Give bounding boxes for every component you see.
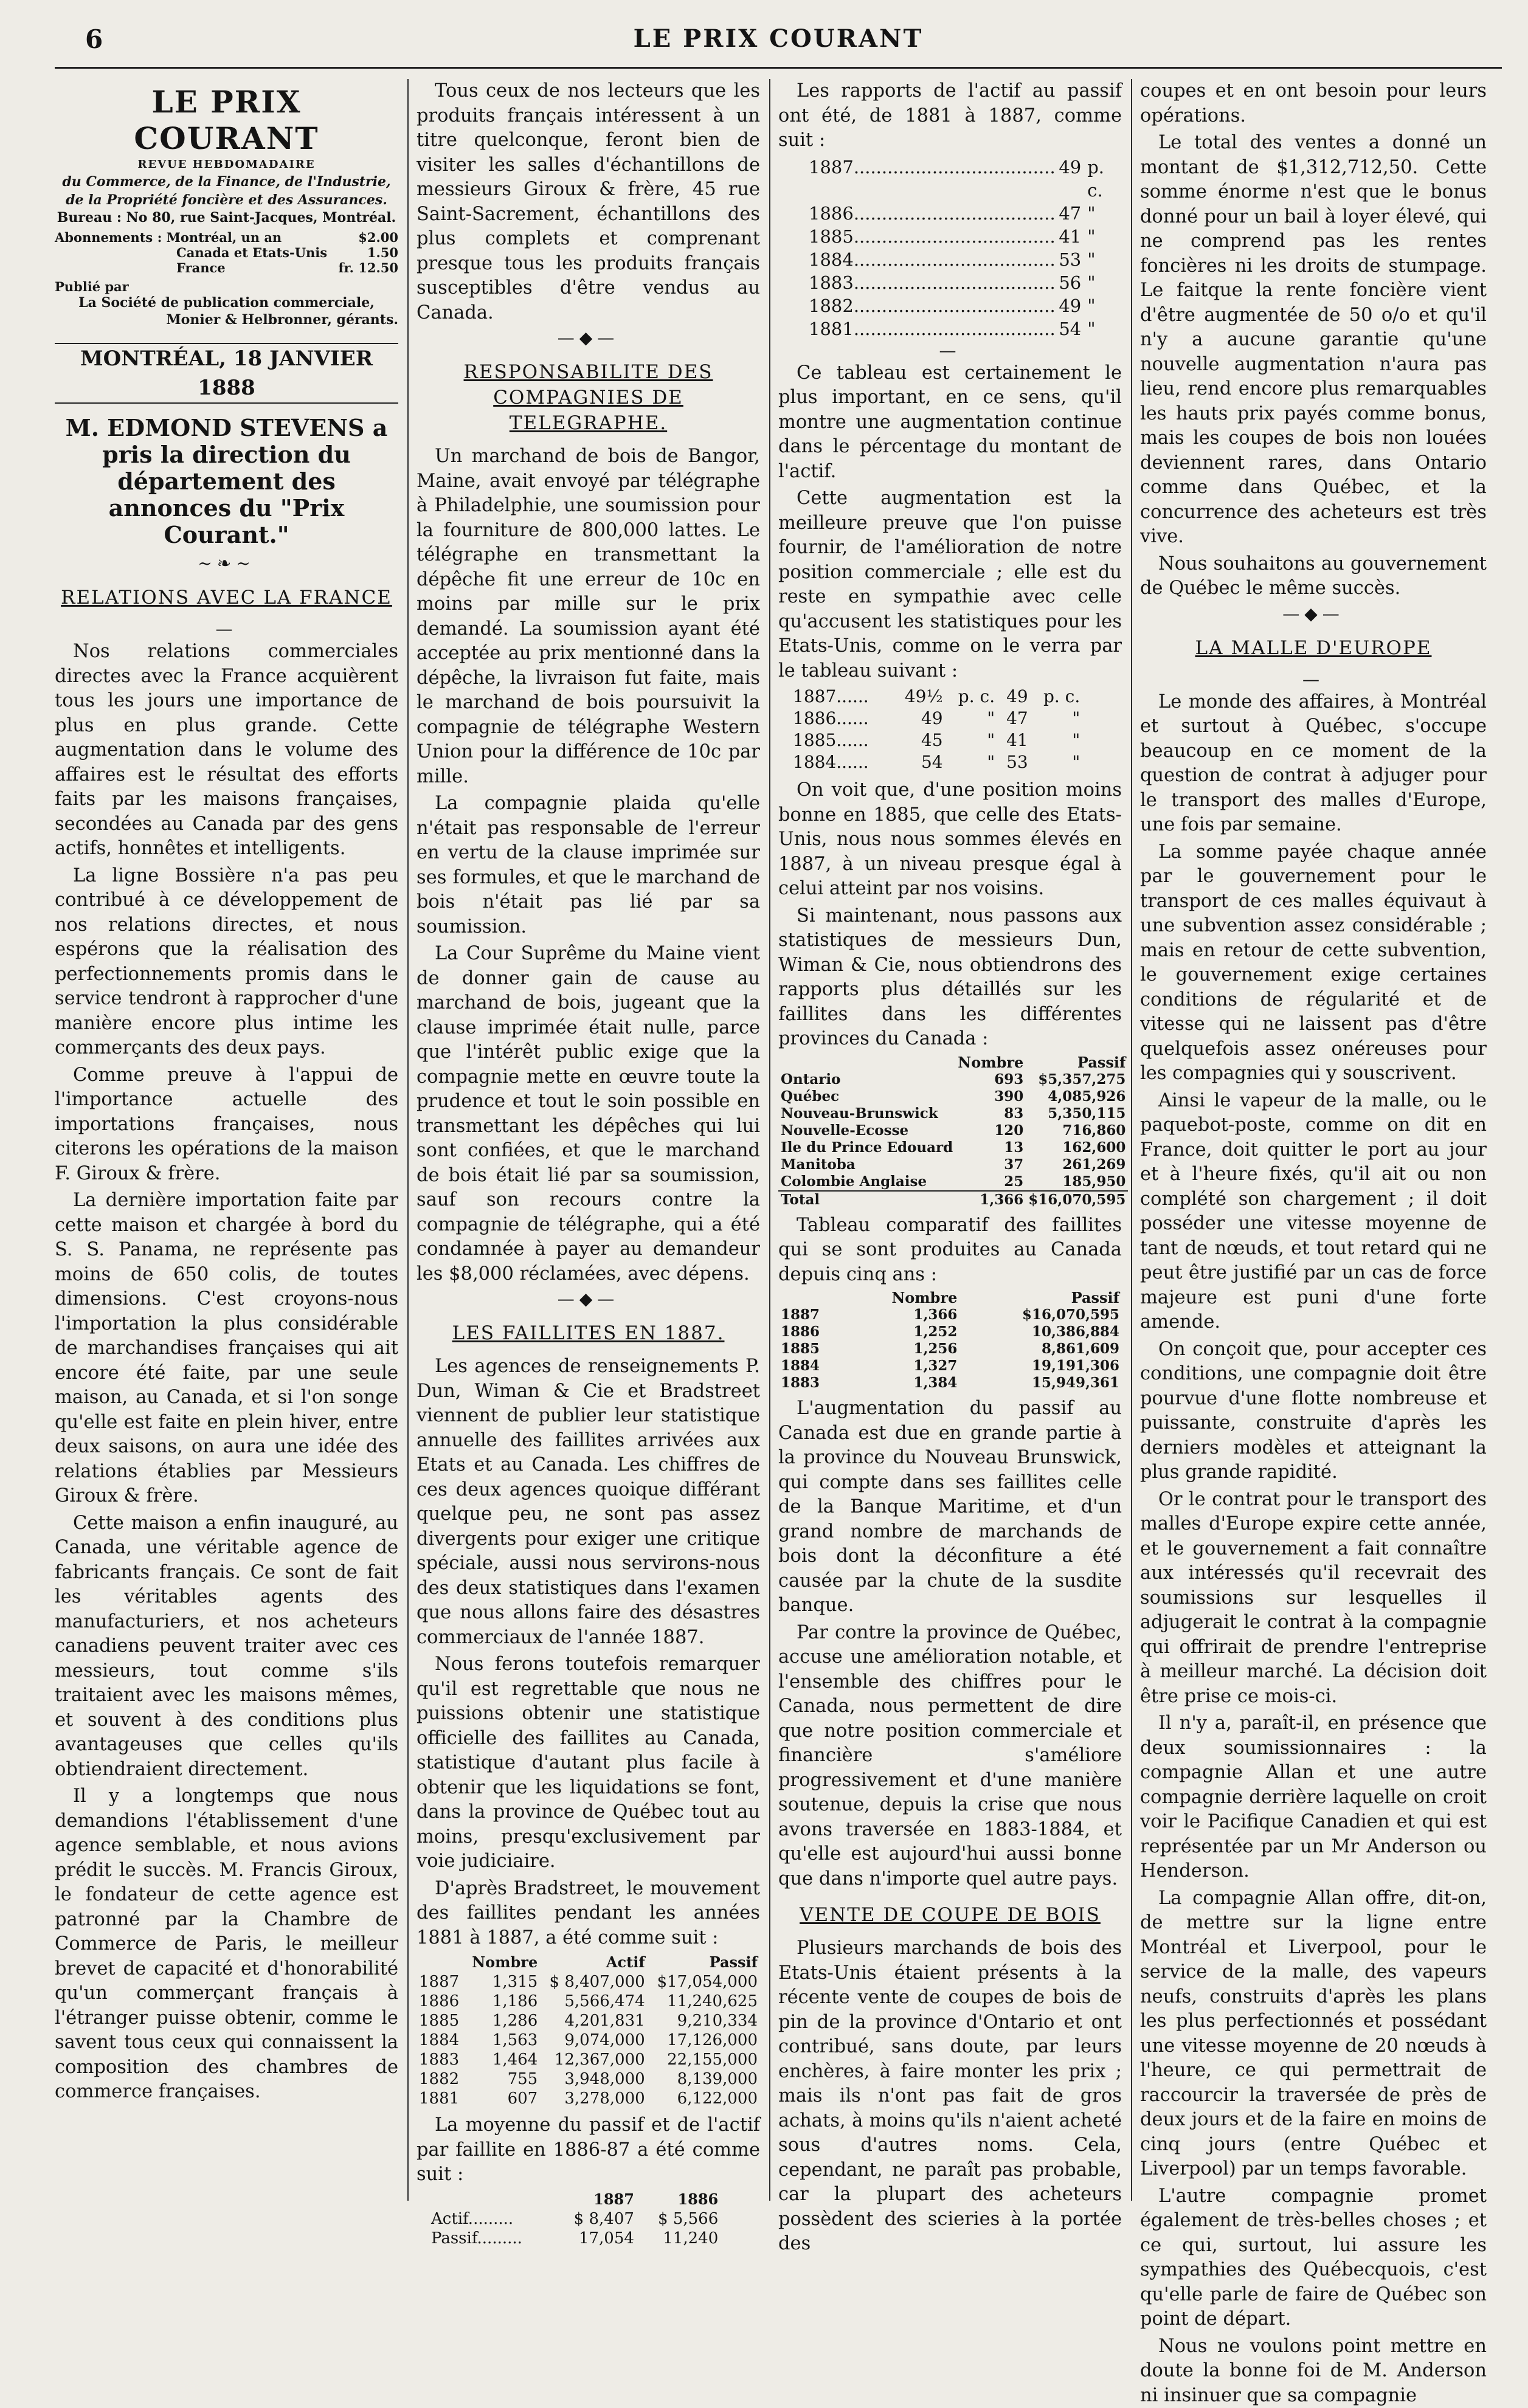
table-cell: 4,085,926 [1026, 1088, 1128, 1105]
table-cell: Colombie Anglaise [778, 1173, 955, 1191]
publisher-managers: Monier & Helbronner, gérants. [55, 311, 398, 328]
masthead-subtitle: REVUE HEBDOMADAIRE [55, 157, 398, 173]
article-paragraph: Il y a longtemps que nous demandions l'établissement d'une agence semblable, et nous avions prédit le succès. M. Francis Giroux, le fondateur de cette agence est patronné par la Chambre de Commerce de Paris, le meilleur brevet de capacité et d'honorabilité qu'un commerçant français à l'étranger puisse obtenir, comme le savent tous ceux qui connaissent la composition des chambres de commerce françaises. [55, 1784, 398, 2105]
table-header: Nombre [465, 1953, 540, 1972]
table-header: Nombre [848, 1289, 959, 1306]
table-cell: " [1031, 730, 1083, 751]
article-paragraph: Nous souhaitons au gouvernement de Québec le même succès. [1140, 552, 1487, 601]
column-rule [769, 79, 770, 2201]
leader-dots: .................................... [854, 202, 1056, 225]
table-row [417, 2011, 760, 2030]
ratio-list [778, 156, 1122, 340]
table-cell: 8,139,000 [648, 2069, 760, 2089]
article-paragraph: Il n'y a, paraît-il, en présence que deux soumissionnaires : la compagnie Allan et une autre compagnie derrière laquelle on croit voir le Pacifique Canadien et qui est représentée par un Mr Anderson ou Henderson. [1140, 1711, 1487, 1884]
province-failures-table [778, 1054, 1128, 1209]
table-cell: 15,949,361 [959, 1375, 1122, 1392]
table-cell: 9,074,000 [540, 2030, 647, 2050]
table-header: Actif [540, 1953, 647, 1972]
article-paragraph: Nos relations commerciales directes avec la France acquièrent tous les jours une importance de plus en plus grande. Cette augmentation dans le volume des affaires est le résultat des efforts faits par les maisons françaises, secondées au Canada par des gens actifs, honnêtes et intelligents. [55, 640, 398, 861]
subscription-label: Abonnements : Montréal, un an [55, 230, 282, 245]
table-cell: 19,191,306 [959, 1358, 1122, 1375]
table-cell: Ontario [778, 1071, 955, 1088]
table-row [790, 730, 1082, 751]
table-row [790, 751, 1082, 773]
table-cell: 49 [997, 686, 1031, 708]
table-cell: 47 [997, 708, 1031, 730]
ratio-unit: " [1081, 294, 1122, 317]
article-paragraph: Cette augmentation est la meilleure preuve que l'on puisse fournir, de l'amélioration de notre position commerciale ; elle est du reste en sympathie avec celle qu'accusent les statistiques pour les Etats-Unis, comme on le verra par le tableau suivant : [778, 486, 1122, 683]
ornament-divider: — [55, 619, 398, 640]
ornament-divider: —◆— [1140, 604, 1487, 624]
ratio-row [778, 248, 1122, 271]
table-cell: 120 [955, 1122, 1026, 1139]
table-cell: 49 [891, 708, 945, 730]
table-header: Passif [959, 1289, 1122, 1306]
table-cell: Actif......... [429, 2209, 553, 2229]
table-cell: 1887...... [790, 686, 891, 708]
table-cell: 13 [955, 1139, 1026, 1156]
table-cell: 1885 [778, 1340, 848, 1358]
table-cell: 9,210,334 [648, 2011, 760, 2030]
subscription-label: France [176, 260, 226, 275]
table-cell: 390 [955, 1088, 1026, 1105]
table-cell: 1884 [778, 1358, 848, 1375]
table-header: 1886 [637, 2190, 721, 2209]
article-paragraph: Nous ne voulons point mettre en doute la bonne foi de M. Anderson ni insinuer que sa compagnie [1140, 2334, 1487, 2408]
table-cell: 1886...... [790, 708, 891, 730]
article-paragraph: Cette maison a enfin inauguré, au Canada, une véritable agence de fabricants français. Ce sont de fait les véritables agents des manufacturiers, et nos acheteurs canadiens peuvent traiter avec ces messieurs, tout comme s'ils traitaient avec les maisons mêmes, et souvent à des conditions plus avantageuses que celles qu'ils obtiendraient directement. [55, 1511, 398, 1782]
leader-dots: .................................... [854, 225, 1056, 248]
article-paragraph: La somme payée chaque année par le gouvernement pour le transport de ces malles équivaut à une subvention assez considérable ; mais en retour de cette subvention, le gouvernement exige certaines conditions de régularité et de vitesse qui ne laissent pas d'être quelquefois assez onéreuses pour les compagnies qui y souscrivent. [1140, 840, 1487, 1086]
article-paragraph: Le total des ventes a donné un montant de $1,312,712,50. Cette somme énorme n'est que le bonus donné pour un bail à loyer élevé, qui ne comprend pas les rentes foncières ni les droits de stumpage. Le faitque la rente foncière vient d'être augmentée de 50 o/o et qu'il n'y a aucune garantie qu'une nouvelle augmentation n'aura pas lieu, rend encore plus remarquables les hauts prix payés comme bonus, mais les coupes de bois non louées deviennent rares, dans Ontario comme dans Québec, et la concurrence des acheteurs est très vive. [1140, 131, 1487, 550]
ratio-year: 1886 [809, 202, 854, 225]
table-cell: 716,860 [1026, 1122, 1128, 1139]
ratio-unit: " [1081, 317, 1122, 340]
table-header-row [778, 1289, 1122, 1306]
article-paragraph: La moyenne du passif et de l'actif par faillite en 1886-87 a été comme suit : [417, 2113, 760, 2187]
table-cell: 12,367,000 [540, 2050, 647, 2069]
table-cell: 11,240,625 [648, 1992, 760, 2011]
article-paragraph: La ligne Bossière n'a pas peu contribué à ce développement de nos relations directes, et nous espérons que la réalisation des perfectionnements promis dans le service tendront à rapprocher d'une manière encore plus intime les commerçants des deux pays. [55, 864, 398, 1061]
table-cell: 1883 [417, 2050, 465, 2069]
table-cell: 6,122,000 [648, 2089, 760, 2108]
table-cell: 54 [891, 751, 945, 773]
ratio-value: 56 [1056, 271, 1082, 294]
subscription-rates [55, 230, 398, 275]
table-row [778, 1340, 1122, 1358]
table-row [790, 686, 1082, 708]
article-paragraph: La dernière importation faite par cette maison et chargée à bord du S. S. Panama, ne représente pas moins de 650 colis, de toutes dimensions. C'est croyons-nous l'importation la plus considérable de marchandises françaises qui ait encore été faite, par une seule maison, au Canada, et si l'on songe qu'elle est faite en plein hiver, entre deux saisons, on aura une idée des relations établies par Messieurs Giroux & frère. [55, 1188, 398, 1509]
subscription-row [55, 230, 398, 245]
article-paragraph: L'augmentation du passif au Canada est due en grande partie à la province du Nouveau Brunswick, qui compte dans ses faillites celle de la Banque Maritime, et d'un grand nombre de marchands de bois dont la déconfiture a été causée par la chute de la susdite banque. [778, 1396, 1122, 1618]
ratio-value: 41 [1056, 225, 1082, 248]
article-title-european-mail: LA MALLE D'EUROPE [1140, 635, 1487, 661]
table-cell: 22,155,000 [648, 2050, 760, 2069]
ratio-unit: " [1081, 271, 1122, 294]
table-cell: 1885 [417, 2011, 465, 2030]
table-header: Passif [1026, 1054, 1128, 1071]
ratio-unit: p. c. [1081, 156, 1122, 202]
article-paragraph: Ce tableau est certainement le plus important, en ce sens, qu'il montre une augmentation continue dans le pércentage du montant de l'actif. [778, 361, 1122, 485]
ornament-divider: —◆— [417, 328, 760, 348]
table-cell: 1881 [417, 2089, 465, 2108]
column-3 [778, 79, 1122, 2201]
table-cell: 1884...... [790, 751, 891, 773]
article-title-relations-france: RELATIONS AVEC LA FRANCE [55, 585, 398, 610]
article-title-failures: LES FAILLITES EN 1887. [417, 1320, 760, 1346]
ratio-unit: " [1081, 248, 1122, 271]
article-paragraph: Nous ferons toutefois remarquer qu'il est regrettable que nous ne puissions obtenir une statistique officielle des faillites au Canada, statistique d'autant plus facile à obtenir que les liquidations se font, dans la province de Québec tout au moins, presqu'exclusivement par voie judiciaire. [417, 1652, 760, 1874]
subscription-row [55, 245, 398, 260]
column-2 [417, 79, 760, 2201]
table-cell: 1887 [417, 1972, 465, 1992]
article-paragraph: Or le contrat pour le transport des malles d'Europe expire cette année, et le gouvernement a fait connaître aux intéressés qu'il recevrait des soumissions sur lesquelles il adjugerait le contrat à la compagnie qui offrirait de prendre l'entreprise à meilleur marché. La décision doit être prise ce mois-ci. [1140, 1488, 1487, 1709]
table-cell: 693 [955, 1071, 1026, 1088]
article-paragraph: Les agences de renseignements P. Dun, Wiman & Cie et Bradstreet viennent de publier leur statistique annuelle des faillites arrivées aux Etats et au Canada. Les chiffres de ces deux agences quoique différant quelque peu, ne sont pas assez divergents pour exiger une critique spéciale, aussi nous servirons-nous des deux statistiques dans l'examen que nous allons faire des désastres commerciaux de l'année 1887. [417, 1354, 760, 1650]
table-cell: 1,286 [465, 2011, 540, 2030]
table-cell: " [945, 751, 997, 773]
table-cell: $16,070,595 [959, 1306, 1122, 1323]
table-row [417, 2069, 760, 2089]
table-cell: 1,315 [465, 1972, 540, 1992]
table-cell: 41 [997, 730, 1031, 751]
comparison-table [790, 686, 1082, 773]
table-row [417, 2089, 760, 2108]
subscription-label: Canada et Etats-Unis [176, 245, 327, 260]
table-row [429, 2229, 721, 2248]
table-cell: 5,566,474 [540, 1992, 647, 2011]
table-row [778, 1375, 1122, 1392]
table-row [417, 1972, 760, 1992]
bradstreet-failures-table [417, 1953, 760, 2108]
masthead [55, 84, 398, 328]
table-cell: Passif......... [429, 2229, 553, 2248]
table-row [417, 2050, 760, 2069]
table-cell: Manitoba [778, 1156, 955, 1173]
article-paragraph: On conçoit que, pour accepter ces conditions, une compagnie doit être pourvue d'une flotte nombreuse et puissante, construite d'après les derniers modèles et atteignant la plus grande rapidité. [1140, 1337, 1487, 1485]
leader-dots: .................................... [854, 156, 1056, 202]
table-row [778, 1323, 1122, 1340]
table-row [778, 1358, 1122, 1375]
table-row [778, 1122, 1128, 1139]
table-cell: 1,464 [465, 2050, 540, 2069]
table-cell: 755 [465, 2069, 540, 2089]
masthead-title: LE PRIX COURANT [55, 84, 398, 157]
table-cell: 3,948,000 [540, 2069, 647, 2089]
table-cell: 45 [891, 730, 945, 751]
table-cell: p. c. [1031, 686, 1083, 708]
table-cell: 261,269 [1026, 1156, 1128, 1173]
article-paragraph: La compagnie plaida qu'elle n'était pas responsable de l'erreur en vertu de la clause imprimée sur ses formules, et que le marchand de bois n'était pas lié par sa soumission. [417, 792, 760, 939]
ratio-unit: " [1081, 202, 1122, 225]
page-number: 6 [85, 24, 103, 54]
table-header [778, 1289, 848, 1306]
ratio-year: 1884 [809, 248, 854, 271]
table-cell: " [1031, 751, 1083, 773]
table-cell: 1,256 [848, 1340, 959, 1358]
article-paragraph: D'après Bradstreet, le mouvement des faillites pendant les années 1881 à 1887, a été comme suit : [417, 1877, 760, 1951]
article-paragraph: Un marchand de bois de Bangor, Maine, avait envoyé par télégraphe à Philadelphie, une soumission pour la fourniture de 800,000 lattes. Le télégraphe en transmettant la dépêche fit une erreur de 10c en moins par mille sur le prix demandé. La soumission ayant été acceptée au prix mentionné dans la dépêche, la livraison fut faite, mais le marchand de bois poursuivit la compagnie de télégraphe Western Union pour la différence de 10c par mille. [417, 444, 760, 789]
table-cell: 185,950 [1026, 1173, 1128, 1191]
table-cell: Québec [778, 1088, 955, 1105]
table-cell: " [1031, 708, 1083, 730]
table-cell: 1,186 [465, 1992, 540, 2011]
table-cell: $ 8,407 [553, 2209, 637, 2229]
table-header [417, 1953, 465, 1972]
table-cell: p. c. [945, 686, 997, 708]
dateline: MONTRÉAL, 18 JANVIER 1888 [55, 343, 398, 404]
subscription-row [55, 260, 398, 275]
ratio-year: 1881 [809, 317, 854, 340]
table-cell: Nouvelle-Ecosse [778, 1122, 955, 1139]
article-paragraph: La Cour Suprême du Maine vient de donner gain de cause au marchand de bois, jugeant que la clause imprimée était nulle, parce que l'intérêt public exige que la compagnie mette en œuvre toute la prudence et tout le soin possible en transmettant les dépêches qui lui sont confiées, et que le marchand de bois était lié par sa soumission, sauf son recours contre la compagnie de télégraphe, qui a été condamnée à payer au demandeur les $8,000 réclamées, avec dépens. [417, 942, 760, 1286]
table-cell: $16,070,595 [1026, 1191, 1128, 1209]
table-cell: 1887 [778, 1306, 848, 1323]
table-cell: " [945, 730, 997, 751]
table-header-row [778, 1054, 1128, 1071]
table-header [778, 1054, 955, 1071]
table-cell: 1885...... [790, 730, 891, 751]
publisher-name: La Société de publication commerciale, [55, 294, 398, 311]
table-cell: 17,054 [553, 2229, 637, 2248]
article-paragraph: L'autre compagnie promet également de très-belles choses ; et ce qui, surtout, lui assure les sympathies des Québecquois, c'est qu'elle parle de faire de Québec son point de départ. [1140, 2184, 1487, 2332]
table-row [778, 1071, 1128, 1088]
publisher-line: Publié par [55, 279, 398, 294]
running-title: LE PRIX COURANT [55, 24, 1502, 53]
ratio-row [778, 225, 1122, 248]
table-cell: Ile du Prince Edouard [778, 1139, 955, 1156]
table-cell: 5,350,115 [1026, 1105, 1128, 1122]
staff-announcement: M. EDMOND STEVENS a pris la direction du département des annonces du "Prix Courant." [55, 415, 398, 548]
table-cell: $ 8,407,000 [540, 1972, 647, 1992]
table-cell: 37 [955, 1156, 1026, 1173]
table-cell: 1886 [417, 1992, 465, 2011]
table-cell: Nouveau-Brunswick [778, 1105, 955, 1122]
ornament-divider: — [1140, 669, 1487, 690]
article-title-telegraph: RESPONSABILITE DES COMPAGNIES DE TELEGRAPHE. [417, 359, 760, 436]
table-cell: 10,386,884 [959, 1323, 1122, 1340]
ratio-value: 53 [1056, 248, 1082, 271]
article-paragraph: Plusieurs marchands de bois des Etats-Unis étaient présents à la récente vente de coupes de bois de pin de la province d'Ontario et ont contribué, sans doute, par leurs enchères, à faire monter les prix ; mais ils n'ont pas fait de gros achats, à moins qu'ils n'aient acheté sous d'autres noms. Cela, cependant, ne paraît pas probable, car la plupart des acheteurs possèdent des scieries à la portée des [778, 1936, 1122, 2257]
ornament-divider: — [778, 340, 1122, 361]
ratio-value: 47 [1056, 202, 1082, 225]
table-caption: Tableau comparatif des faillites qui se sont produites au Canada depuis cinq ans : [778, 1213, 1122, 1288]
column-rule [1131, 79, 1132, 2201]
leader-dots: .................................... [854, 294, 1056, 317]
table-cell: 1883 [778, 1375, 848, 1392]
ornament-divider: —◆— [417, 1289, 760, 1309]
column-4 [1140, 79, 1487, 2201]
table-cell: $ 5,566 [637, 2209, 721, 2229]
table-header: Nombre [955, 1054, 1026, 1071]
table-cell: 1882 [417, 2069, 465, 2089]
table-row [429, 2209, 721, 2229]
table-cell: 1,327 [848, 1358, 959, 1375]
ratio-year: 1883 [809, 271, 854, 294]
ratio-row [778, 271, 1122, 294]
ratio-year: 1887 [809, 156, 854, 202]
ratio-row [778, 317, 1122, 340]
ratio-row [778, 156, 1122, 202]
article-paragraph: Tous ceux de nos lecteurs que les produits français intéressent à un titre quelconque, feront bien de visiter les salles d'échantillons de messieurs Giroux & frère, 45 rue Saint-Sacrement, échantillons des plus complets et comprenant presque tous les produits français susceptibles d'être vendus au Canada. [417, 79, 760, 325]
table-cell: 3,278,000 [540, 2089, 647, 2108]
table-cell: 25 [955, 1173, 1026, 1191]
ratio-year: 1885 [809, 225, 854, 248]
table-cell: 1,366 [955, 1191, 1026, 1209]
table-row [417, 2030, 760, 2050]
table-cell: Total [778, 1191, 955, 1209]
table-row [778, 1088, 1128, 1105]
running-header [55, 24, 1502, 69]
ratio-unit: " [1081, 225, 1122, 248]
table-cell: 8,861,609 [959, 1340, 1122, 1358]
table-cell: 1,384 [848, 1375, 959, 1392]
table-cell: 162,600 [1026, 1139, 1128, 1156]
table-row [417, 1992, 760, 2011]
ratio-value: 54 [1056, 317, 1082, 340]
ornament-divider: ~❧~ [55, 553, 398, 574]
article-paragraph: Comme preuve à l'appui de l'importance actuelle des importations françaises, nous citerons les opérations de la maison F. Giroux & frère. [55, 1063, 398, 1187]
table-cell: 49½ [891, 686, 945, 708]
masthead-description: du Commerce, de la Finance, de l'Industrie, de la Propriété foncière et des Assurances. [55, 173, 398, 209]
masthead-bureau: Bureau : No 80, rue Saint-Jacques, Montréal. [55, 209, 398, 226]
ratio-year: 1882 [809, 294, 854, 317]
table-cell: $5,357,275 [1026, 1071, 1128, 1088]
leader-dots: .................................... [854, 271, 1056, 294]
article-paragraph: Ainsi le vapeur de la malle, ou le paquebot-poste, comme on dit en France, doit quitter le port au jour et à l'heure fixés, qu'il ait ou non complété son chargement ; il doit posséder une vitesse moyenne de tant de nœuds, et tout retard qui ne peut être justifié par un cas de force majeure est puni d'une forte amende. [1140, 1089, 1487, 1335]
column-rule [407, 79, 409, 2201]
subscription-amount: 1.50 [367, 245, 398, 260]
table-cell: 1,366 [848, 1306, 959, 1323]
table-cell: 4,201,831 [540, 2011, 647, 2030]
table-cell: 1884 [417, 2030, 465, 2050]
table-row [778, 1105, 1128, 1122]
table-header-row [429, 2190, 721, 2209]
average-table [429, 2190, 721, 2248]
table-cell: 607 [465, 2089, 540, 2108]
leader-dots: .................................... [854, 248, 1056, 271]
leader-dots: .................................... [854, 317, 1056, 340]
article-paragraph: coupes et en ont besoin pour leurs opérations. [1140, 79, 1487, 128]
table-cell: 1,252 [848, 1323, 959, 1340]
table-cell: $17,054,000 [648, 1972, 760, 1992]
ratio-value: 49 [1056, 294, 1082, 317]
article-paragraph: Si maintenant, nous passons aux statistiques de messieurs Dun, Wiman & Cie, nous obtiendrons des rapports plus détaillés sur les faillites dans les différentes provinces du Canada : [778, 904, 1122, 1052]
table-row [778, 1173, 1128, 1191]
article-title-timber-sale: VENTE DE COUPE DE BOIS [778, 1902, 1122, 1928]
table-header: Passif [648, 1953, 760, 1972]
table-cell: 53 [997, 751, 1031, 773]
five-year-failures-table [778, 1289, 1122, 1392]
ratio-row [778, 202, 1122, 225]
table-cell: 83 [955, 1105, 1026, 1122]
table-row [778, 1139, 1128, 1156]
subscription-amount: $2.00 [358, 230, 398, 245]
table-header: 1887 [553, 2190, 637, 2209]
column-1 [55, 79, 398, 2201]
table-cell: 1886 [778, 1323, 848, 1340]
article-paragraph: Par contre la province de Québec, accuse une amélioration notable, et l'ensemble des chiffres pour le Canada, nous permettent de dire que notre position commerciale et financière s'améliore progressivement et d'une manière soutenue, depuis la crise que nous avons traversée en 1883-1884, et qu'elle est aujourd'hui aussi bonne que dans n'importe quel autre pays. [778, 1621, 1122, 1892]
ratio-value: 49 [1056, 156, 1082, 202]
table-row [778, 1156, 1128, 1173]
table-header-row [417, 1953, 760, 1972]
table-cell: 1,563 [465, 2030, 540, 2050]
table-cell: 17,126,000 [648, 2030, 760, 2050]
article-paragraph: On voit que, d'une position moins bonne en 1885, que celle des Etats-Unis, nous nous sommes élevés en 1887, à un niveau presque égal à celui atteint par nos voisins. [778, 778, 1122, 902]
table-total-row [778, 1191, 1128, 1209]
article-paragraph: Le monde des affaires, à Montréal et surtout à Québec, s'occupe beaucoup en ce moment de la question de contrat à adjuger pour le transport des malles d'Europe, une fois par semaine. [1140, 690, 1487, 838]
ratio-row [778, 294, 1122, 317]
table-header [429, 2190, 553, 2209]
article-paragraph: Les rapports de l'actif au passif ont été, de 1881 à 1887, comme suit : [778, 79, 1122, 153]
table-cell: 11,240 [637, 2229, 721, 2248]
table-row [778, 1306, 1122, 1323]
table-row [790, 708, 1082, 730]
article-paragraph: La compagnie Allan offre, dit-on, de mettre sur la ligne entre Montréal et Liverpool, pour le service de la malle, des vapeurs neufs, construits d'après les plans les plus perfectionnés et possédant une vitesse moyenne de 20 nœuds à l'heure, ce qui permettrait de raccourcir la traversée de près de deux jours et de la faire en moins de cinq jours (entre Québec et Liverpool) par un temps favorable. [1140, 1886, 1487, 2182]
subscription-amount: fr. 12.50 [338, 260, 398, 275]
table-cell: " [945, 708, 997, 730]
